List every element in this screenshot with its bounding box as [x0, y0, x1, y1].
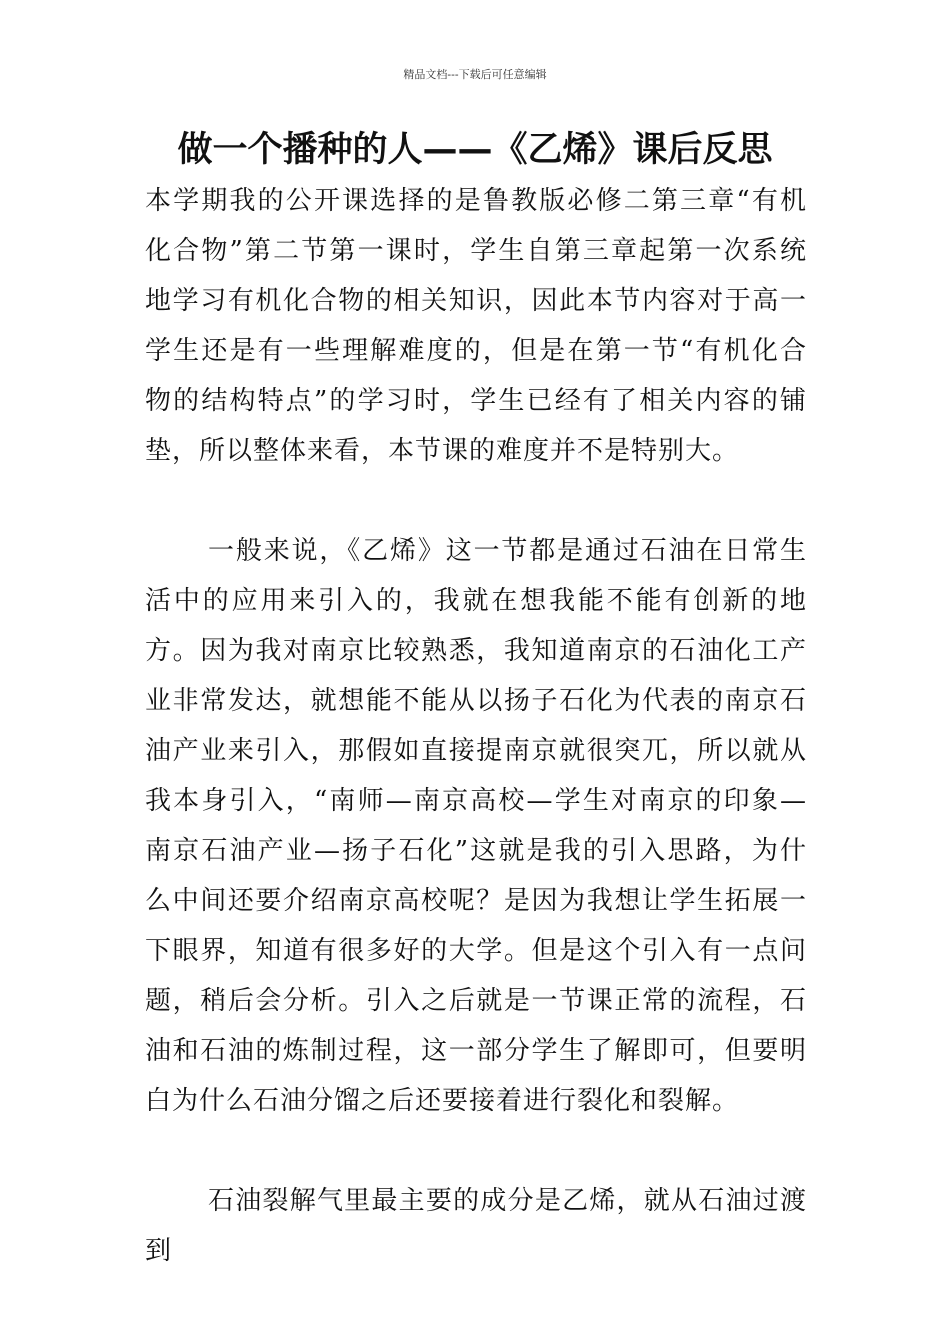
paragraph-1: 本学期我的公开课选择的是鲁教版必修二第三章“有机化合物”第二节第一课时，学生自第三章起第一次系统地学习有机化合物的相关知识，因此本节内容对于高一学生还是有一些理解难度的，但是在第一节“有机化合物的结构特点”的学习时，学生已经有了相关内容的铺垫，所以整体来看，本节课的难度并不是特别大。 [145, 186, 807, 466]
paragraph-gap [145, 476, 807, 526]
header-note: 精品文档---下载后可任意编辑 [403, 68, 547, 81]
paragraph-2: 一般来说，《乙烯》这一节都是通过石油在日常生活中的应用来引入的，我就在想我能不能有创新的地方。因为我对南京比较熟悉，我知道南京的石油化工产业非常发达，就想能不能从以扬子石化为代表的南京石油产业来引入，那假如直接提南京就很突兀，所以就从我本身引入，“南师—南京高校—学生对南京的印象—南京石油产业—扬子石化”这就是我的引入思路，为什么中间还要介绍南京高校呢？是因为我想让学生拓展一下眼界，知道有很多好的大学。但是这个引入有一点问题，稍后会分析。引入之后就是一节课正常的流程，石油和石油的炼制过程，这一部分学生了解即可，但要明白为什么石油分馏之后还要接着进行裂化和裂解。 [145, 536, 807, 1116]
document-title: 做一个播种的人——《乙烯》课后反思 [177, 130, 773, 170]
paragraph-gap [145, 1126, 807, 1176]
document-body [145, 176, 807, 1276]
paragraph-3: 石油裂解气里最主要的成分是乙烯，就从石油过渡到 [145, 1186, 807, 1266]
